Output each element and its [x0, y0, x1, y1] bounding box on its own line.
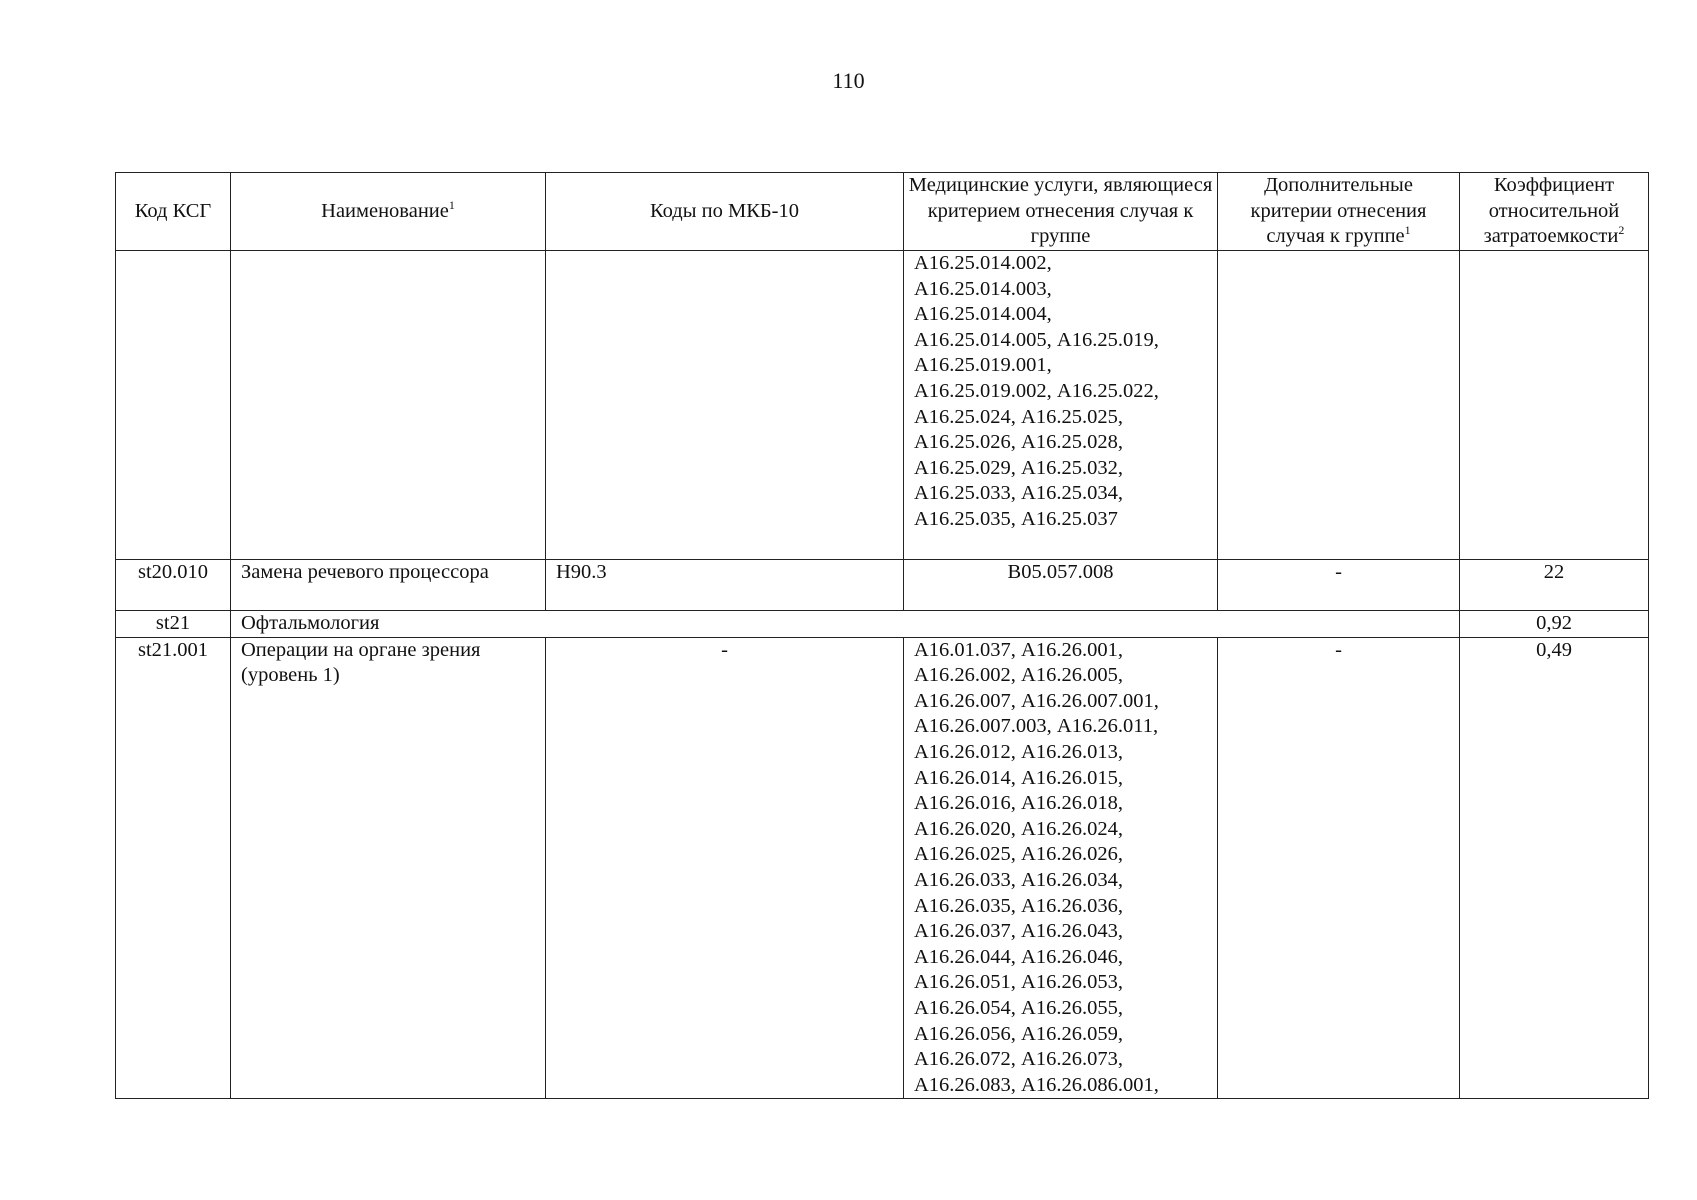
footnote-mark: 1 [448, 197, 455, 212]
header-extra-criteria: Дополнительные критерии отнесения случая к группе$^1$ [1218, 173, 1460, 251]
service-code-line: А16.26.033, А16.26.034, [914, 868, 1123, 891]
cell-coef [1460, 251, 1649, 560]
cell-section-name: Офтальмология [231, 611, 1460, 638]
service-code-line: А16.25.024, А16.25.025, [914, 405, 1123, 428]
header-coefficient: Коэффициент относительной затратоемкости$^2$ [1460, 173, 1649, 251]
cell-code: st21 [116, 611, 231, 638]
service-code-line: А16.26.007, А16.26.007.001, [914, 689, 1159, 712]
footnote-mark: 1 [1404, 223, 1411, 238]
service-code-line: А16.25.019.002, А16.25.022, [914, 379, 1159, 402]
footnote-mark: 2 [1618, 223, 1625, 238]
cell-coef: 0,92 [1460, 611, 1649, 638]
service-code-line: А16.25.029, А16.25.032, [914, 456, 1123, 479]
cell-services: B05.057.008 [904, 560, 1218, 611]
service-code-line: А16.01.037, А16.26.001, [914, 638, 1123, 661]
cell-code: st20.010 [116, 560, 231, 611]
table-row-section [116, 611, 1649, 638]
service-code-line: А16.26.020, А16.26.024, [914, 817, 1123, 840]
cell-code [116, 251, 231, 560]
service-code-line: А16.25.035, А16.25.037 [914, 507, 1118, 530]
service-code-line: А16.26.044, А16.26.046, [914, 945, 1123, 968]
service-code-line: А16.26.056, А16.26.059, [914, 1022, 1123, 1045]
table-row [116, 637, 1649, 1099]
header-row [116, 173, 1649, 251]
service-code-line: А16.26.054, А16.26.055, [914, 996, 1123, 1019]
header-services: Медицинские услуги, являющиеся критерием отнесения случая к группе [904, 173, 1218, 251]
cell-extra: - [1218, 560, 1460, 611]
service-code-line: А16.26.083, А16.26.086.001, [914, 1073, 1159, 1096]
header-icd: Коды по МКБ-10 [546, 173, 904, 251]
service-code-line: А16.25.014.005, А16.25.019, [914, 328, 1159, 351]
cell-name: Замена речевого процессора [231, 560, 546, 611]
cell-extra: - [1218, 637, 1460, 1099]
cell-icd: H90.3 [546, 560, 904, 611]
cell-icd: - [546, 637, 904, 1099]
service-code-line: А16.26.037, А16.26.043, [914, 920, 1123, 943]
service-code-line: А16.26.035, А16.26.036, [914, 894, 1123, 917]
service-code-line: А16.25.014.003, [914, 277, 1052, 300]
service-code-line: А16.26.072, А16.26.073, [914, 1048, 1123, 1071]
service-code-line: А16.26.025, А16.26.026, [914, 843, 1123, 866]
service-code-line: А16.25.014.002, [914, 252, 1052, 274]
cell-code: st21.001 [116, 637, 231, 1099]
service-code-line: А16.25.019.001, [914, 354, 1052, 377]
cell-name [231, 251, 546, 560]
header-name: Наименование$^1$ [231, 173, 546, 251]
service-code-line: А16.26.051, А16.26.053, [914, 971, 1123, 994]
cell-name: Операции на органе зрения (уровень 1) [231, 637, 546, 1099]
service-code-line: А16.25.014.004, [914, 303, 1052, 326]
cell-extra [1218, 251, 1460, 560]
ksg-table [115, 172, 1649, 1099]
service-code-line: А16.26.002, А16.26.005, [914, 664, 1123, 687]
service-code-line: А16.26.014, А16.26.015, [914, 766, 1123, 789]
header-code: Код КСГ [116, 173, 231, 251]
service-code-line: А16.26.016, А16.26.018, [914, 792, 1123, 815]
service-code-line: А16.25.026, А16.25.028, [914, 431, 1123, 454]
cell-coef: 22 [1460, 560, 1649, 611]
cell-services [904, 251, 1218, 560]
service-code-line: А16.26.012, А16.26.013, [914, 740, 1123, 763]
cell-services [904, 637, 1218, 1099]
table-row-continuation [116, 251, 1649, 560]
service-code-line: А16.26.007.003, А16.26.011, [914, 715, 1159, 738]
cell-icd [546, 251, 904, 560]
page-number: 110 [832, 68, 865, 93]
table-header [116, 173, 1649, 251]
service-code-line: А16.25.033, А16.25.034, [914, 482, 1123, 505]
cell-coef: 0,49 [1460, 637, 1649, 1099]
table-row [116, 560, 1649, 611]
